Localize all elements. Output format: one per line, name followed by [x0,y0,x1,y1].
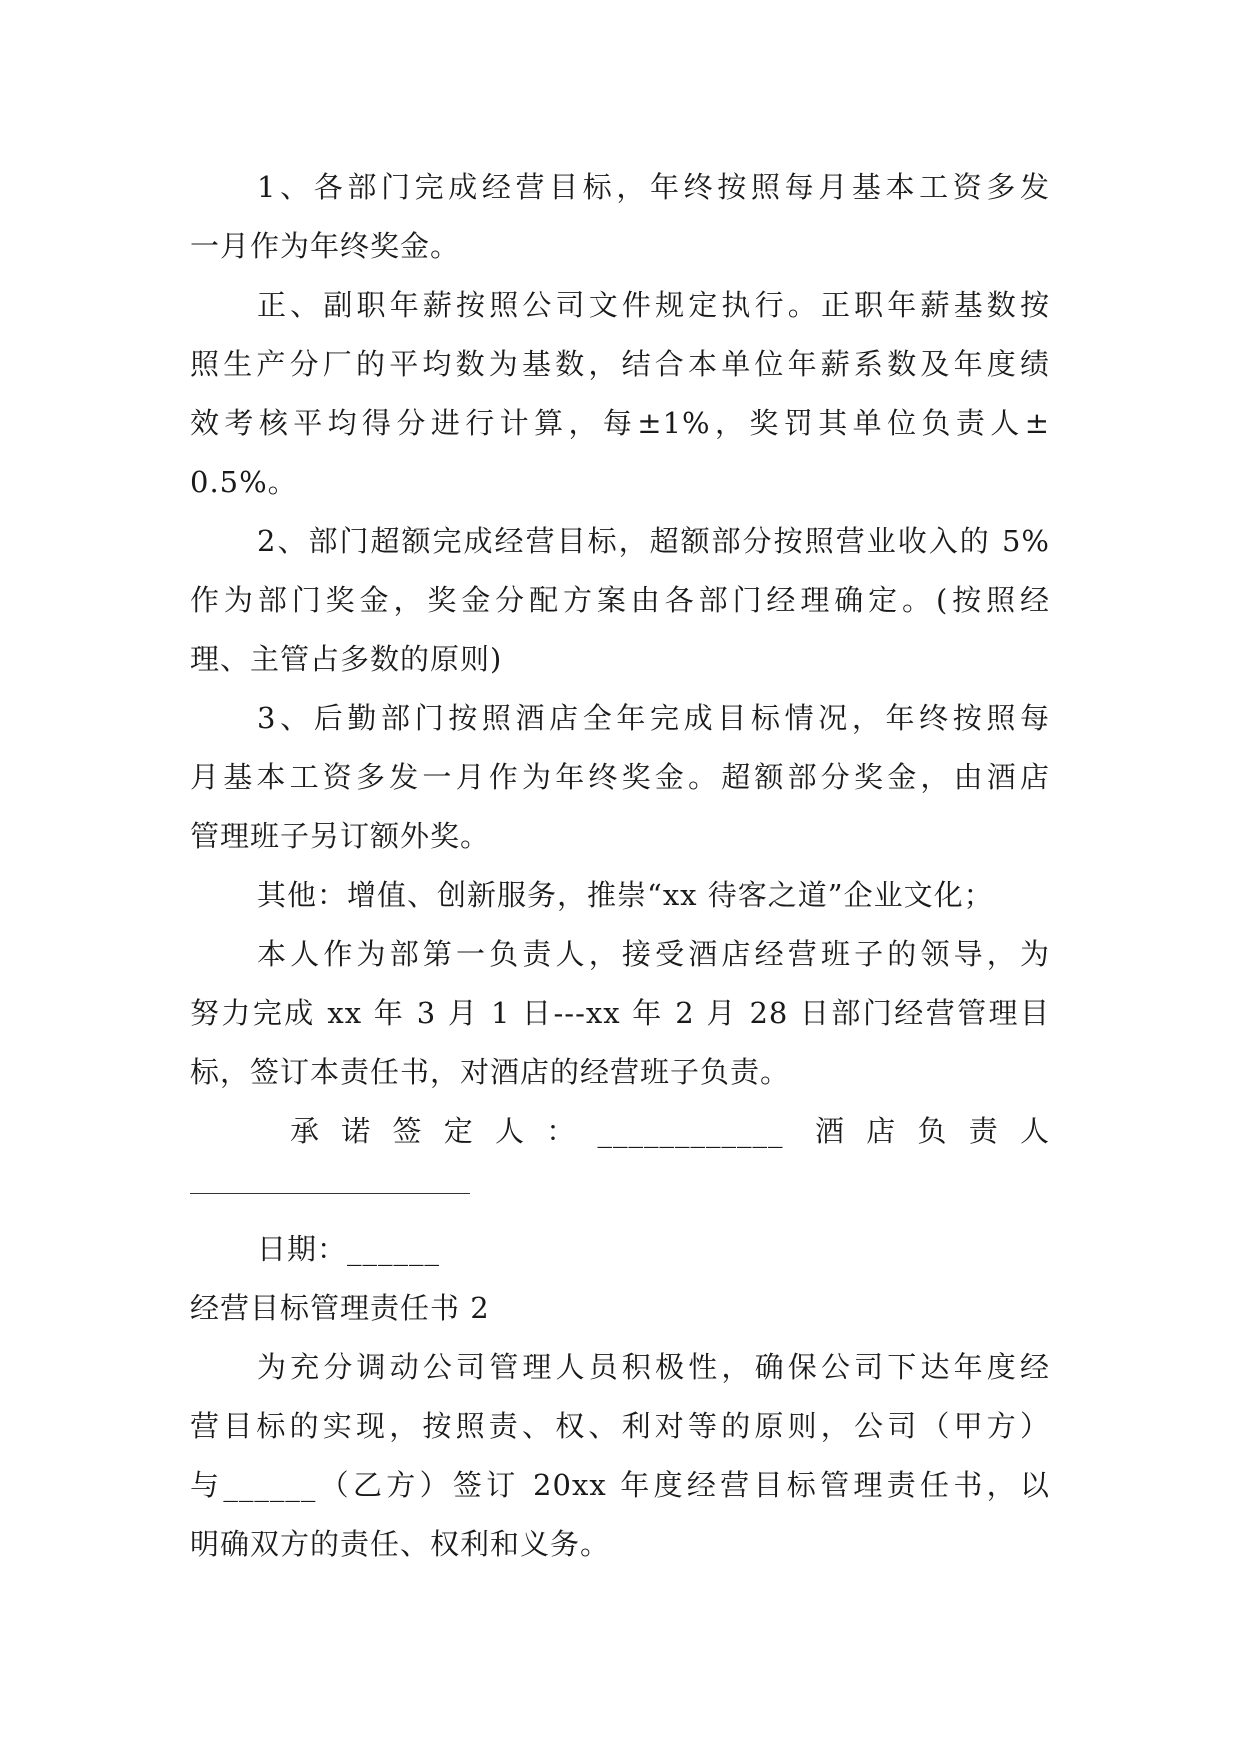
signature-line: 承诺签定人：____________ 酒店负责人 [290,1114,1050,1148]
text-line: 努力完成 xx 年 3 月 1 日---xx 年 2 月 28 日部门经营管理目 [190,996,1050,1030]
date-line: 日期：______ [257,1232,441,1266]
text-line: 0.5%。 [190,465,298,499]
text-line: 效考核平均得分进行计算，每±1%，奖罚其单位负责人± [190,406,1050,440]
signature-blank-rule [190,1193,470,1194]
text-line: 作为部门奖金，奖金分配方案由各部门经理确定。(按照经 [190,583,1050,617]
text-line: 为充分调动公司管理人员积极性，确保公司下达年度经 [257,1350,1050,1384]
text-line: 正、副职年薪按照公司文件规定执行。正职年薪基数按 [257,288,1050,322]
text-line: 1、各部门完成经营目标，年终按照每月基本工资多发 [257,170,1050,204]
text-line: 月基本工资多发一月作为年终奖金。超额部分奖金，由酒店 [190,760,1050,794]
text-line: 明确双方的责任、权利和义务。 [190,1527,611,1561]
section-title: 经营目标管理责任书 2 [190,1291,490,1325]
text-line: 其他：增值、创新服务，推崇“xx 待客之道”企业文化； [257,878,994,912]
text-line: 照生产分厂的平均数为基数，结合本单位年薪系数及年度绩 [190,347,1050,381]
text-line: 本人作为部第一负责人，接受酒店经营班子的领导，为 [257,937,1050,971]
text-line: 营目标的实现，按照责、权、利对等的原则，公司（甲方） [190,1409,1050,1443]
text-line: 标，签订本责任书，对酒店的经营班子负责。 [190,1055,791,1089]
text-line: 管理班子另订额外奖。 [190,819,491,853]
text-line: 与______（乙方）签订 20xx 年度经营目标管理责任书，以 [190,1468,1050,1502]
text-line: 3、后勤部门按照酒店全年完成目标情况，年终按照每 [257,701,1050,735]
text-line: 2、部门超额完成经营目标，超额部分按照营业收入的 5% [257,524,1050,558]
text-line: 一月作为年终奖金。 [190,229,461,263]
text-line: 理、主管占多数的原则) [190,642,503,676]
